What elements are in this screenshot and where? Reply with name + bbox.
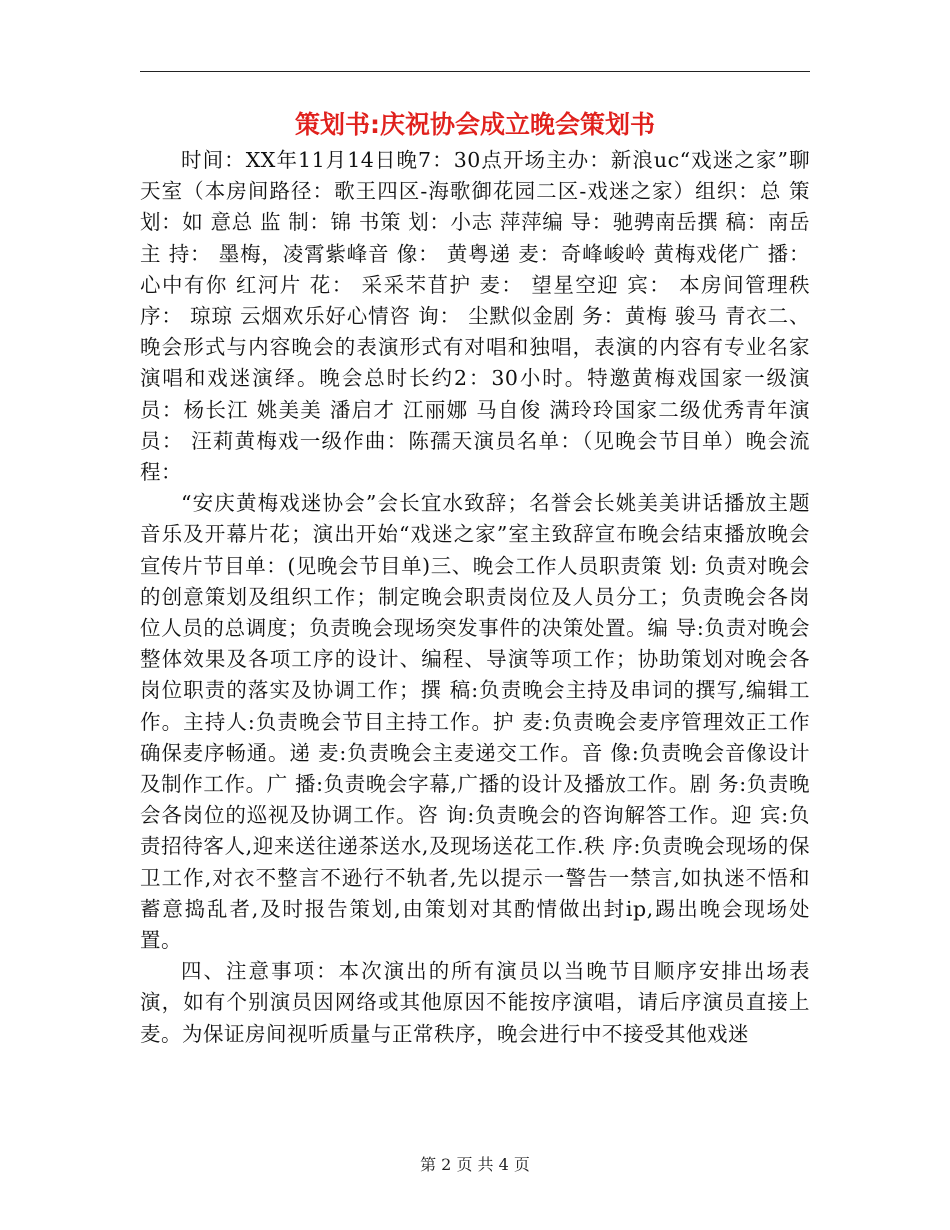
paragraph-schedule-and-staff: 时间：XX年11月14日晚7：30点开场主办：新浪uc“戏迷之家”聊天室（本房间路径：歌王四区-海歌御花园二区-戏迷之家）组织：总 策 划：如 意总 监 制：锦 书策 划：小志 萍萍编 导：驰骋南岳撰 稿：南岳主 持： 墨梅，凌霄紫峰音 像： 黄粤递 麦：奇峰峻岭 黄梅戏佬广 播：心中有你 红河片 花： 采采芣苜护 麦： 望星空迎 宾： 本房间管理秩 序： 琼琼 云烟欢乐好心情咨 询： 尘默似金剧 务：黄梅 骏马 青衣二、晚会形式与内容晚会的表演形式有对唱和独唱，表演的内容有专业名家演唱和戏迷演绎。晚会总时长约2：30小时。特邀黄梅戏国家一级演员：杨长江 姚美美 潘启才 江丽娜 马自俊 满玲玲国家二级优秀青年演员： 汪莉黄梅戏一级作曲：陈孺天演员名单：（见晚会节目单）晚会流程： <box>140 148 810 485</box>
header-rule <box>140 71 810 72</box>
page-footer: 第 2 页 共 4 页 <box>420 1155 530 1174</box>
paragraph-program-and-duties: “安庆黄梅戏迷协会”会长宜水致辞；名誉会长姚美美讲话播放主题音乐及开幕片花；演出开始“戏迷之家”室主致辞宣布晚会结束播放晚会宣传片节目单：(见晚会节目单)三、晚会工作人员职责策 划: 负责对晚会的创意策划及组织工作；制定晚会职责岗位及人员分工；负责晚会各岗位人员的总调度；负责晚会现场突发事件的决策处置。编 导:负责对晚会整体效果及各项工序的设计、编程、导演等项工作；协助策划对晚会各岗位职责的落实及协调工作；撰 稿:负责晚会主持及串词的撰写,编辑工作。主持人:负责晚会节目主持工作。护 麦:负责晚会麦序管理效正工作确保麦序畅通。递 麦:负责晚会主麦递交工作。音 像:负责晚会音像设计及制作工作。广 播:负责晚会字幕,广播的设计及播放工作。剧 务:负责晚会各岗位的巡视及协调工作。咨 询:负责晚会的咨询解答工作。迎 宾:负责招待客人,迎来送往递茶送水,及现场送花工作.秩 序:负责晚会现场的保卫工作,对衣不整言不逊行不轨者,先以提示一警告一禁言,如执迷不悟和蓄意捣乱者,及时报告策划,由策划对其酌情做出封ip,踢出晚会现场处置。 <box>140 491 810 953</box>
paragraph-notices: 四、注意事项：本次演出的所有演员以当晚节目顺序安排出场表演，如有个别演员因网络或其他原因不能按序演唱，请后序演员直接上麦。为保证房间视听质量与正常秩序，晚会进行中不接受其他戏迷 <box>140 959 810 1046</box>
document-body <box>140 145 810 1050</box>
document-title: 策划书:庆祝协会成立晚会策划书 <box>295 110 655 139</box>
